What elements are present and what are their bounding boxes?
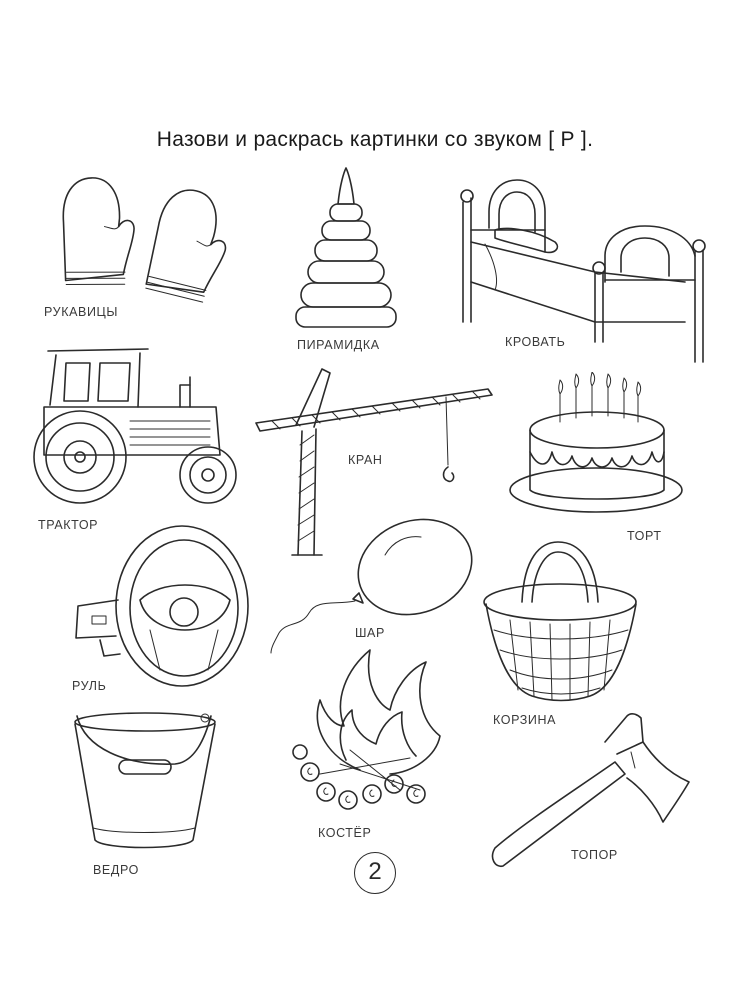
item-label-mittens: РУКАВИЦЫ bbox=[44, 305, 119, 319]
item-label-bed: КРОВАТЬ bbox=[505, 335, 566, 349]
item-label-basket: КОРЗИНА bbox=[493, 713, 557, 727]
tractor-icon bbox=[30, 345, 245, 515]
worksheet-instruction: Назови и раскрась картинки со звуком [ Р ]. bbox=[156, 128, 594, 151]
item-label-axe: ТОПОР bbox=[571, 848, 618, 862]
steering-wheel-icon bbox=[70, 520, 255, 695]
item-label-steering-wheel: РУЛЬ bbox=[72, 679, 107, 693]
item-label-pyramid: ПИРАМИДКА bbox=[297, 338, 380, 352]
item-label-balloon: ШАР bbox=[355, 626, 385, 640]
cake-icon bbox=[502, 372, 692, 522]
bucket-icon bbox=[65, 708, 225, 858]
campfire-icon bbox=[290, 640, 455, 820]
item-label-cake: ТОРТ bbox=[627, 529, 662, 543]
item-label-tractor: ТРАКТОР bbox=[38, 518, 99, 532]
item-label-crane: КРАН bbox=[348, 453, 383, 467]
page-number: 2 bbox=[354, 852, 396, 894]
basket-icon bbox=[480, 538, 645, 708]
mittens-icon bbox=[40, 168, 230, 318]
item-label-bucket: ВЕДРО bbox=[93, 863, 139, 877]
bed-icon bbox=[455, 172, 715, 372]
pyramid-toy-icon bbox=[290, 162, 400, 332]
item-label-campfire: КОСТЁР bbox=[318, 826, 372, 840]
